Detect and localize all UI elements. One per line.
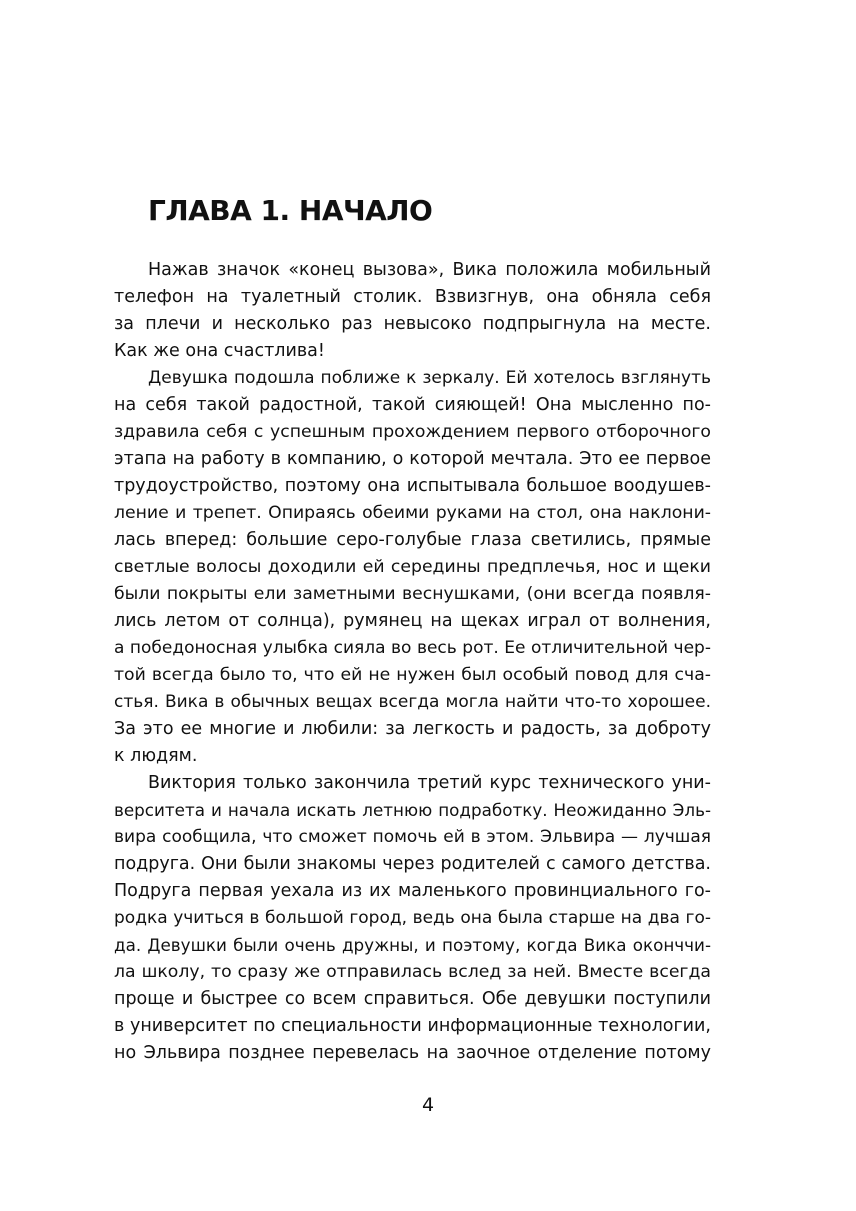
text-line: родка учиться в большой город, ведь она была старше на два го- xyxy=(114,908,711,928)
text-line: телефон на туалетный столик. Взвизгнув, она обняла себя xyxy=(114,287,711,307)
text-line: да. Девушки были очень дружны, и поэтому, когда Вика оконччи- xyxy=(114,935,711,955)
text-line: были покрыты ели заметными веснушками, (они всегда появля- xyxy=(114,584,711,604)
text-line: подруга. Они были знакомы через родителей с самого детства. xyxy=(114,854,711,874)
text-line: ление и трепет. Опираясь обеими руками на стол, она наклони- xyxy=(114,503,711,523)
text-line: лась вперед: большие серо-голубые глаза светились, прямые xyxy=(114,530,711,550)
text-line: Подруга первая уехала из их маленького провинциального го- xyxy=(114,881,711,901)
text-line: Девушка подошла поближе к зеркалу. Ей хотелось взглянуть xyxy=(148,368,711,388)
text-line: ла школу, то сразу же отправилась вслед за ней. Вместе всегда xyxy=(114,962,711,982)
text-line: к людям. xyxy=(114,746,198,766)
text-line: проще и быстрее со всем справиться. Обе девушки поступили xyxy=(114,989,711,1009)
text-line: светлые волосы доходили ей середины предплечья, нос и щеки xyxy=(114,557,711,577)
chapter-title: ГЛАВА 1. НАЧАЛО xyxy=(148,194,433,227)
text-line: за плечи и несколько раз невысоко подпрыгнула на месте. xyxy=(114,314,711,334)
text-line: лись летом от солнца), румянец на щеках играл от волнения, xyxy=(114,611,711,631)
text-line: на себя такой радостной, такой сияющей! Она мысленно по- xyxy=(114,395,711,415)
text-line: в университет по специальности информационные технологии, xyxy=(114,1016,711,1036)
text-line: этапа на работу в компанию, о которой мечтала. Это ее первое xyxy=(114,449,711,469)
text-line: а победоносная улыбка сияла во весь рот. Ее отличительной чер- xyxy=(114,638,711,658)
text-line: стья. Вика в обычных вещах всегда могла найти что-то хорошее. xyxy=(114,692,711,712)
text-line: За это ее многие и любили: за легкость и радость, за доброту xyxy=(114,719,711,739)
chapter-body-text xyxy=(114,257,711,1067)
page-number: 4 xyxy=(421,1094,435,1116)
text-line: Нажав значок «конец вызова», Вика положила мобильный xyxy=(148,260,711,280)
text-line: той всегда было то, что ей не нужен был особый повод для сча- xyxy=(114,665,711,685)
text-line: здравила себя с успешным прохождением первого отборочного xyxy=(114,422,711,442)
text-line: верситета и начала искать летнюю подработку. Неожиданно Эль- xyxy=(114,800,711,820)
text-line: трудоустройство, поэтому она испытывала большое воодушев- xyxy=(114,476,711,496)
text-line: но Эльвира позднее перевелась на заочное отделение потому xyxy=(114,1043,711,1063)
text-line: Как же она счастлива! xyxy=(114,341,325,361)
text-line: вира сообщила, что сможет помочь ей в этом. Эльвира — лучшая xyxy=(114,827,711,847)
text-line: Виктория только закончила третий курс технического уни- xyxy=(148,773,711,793)
